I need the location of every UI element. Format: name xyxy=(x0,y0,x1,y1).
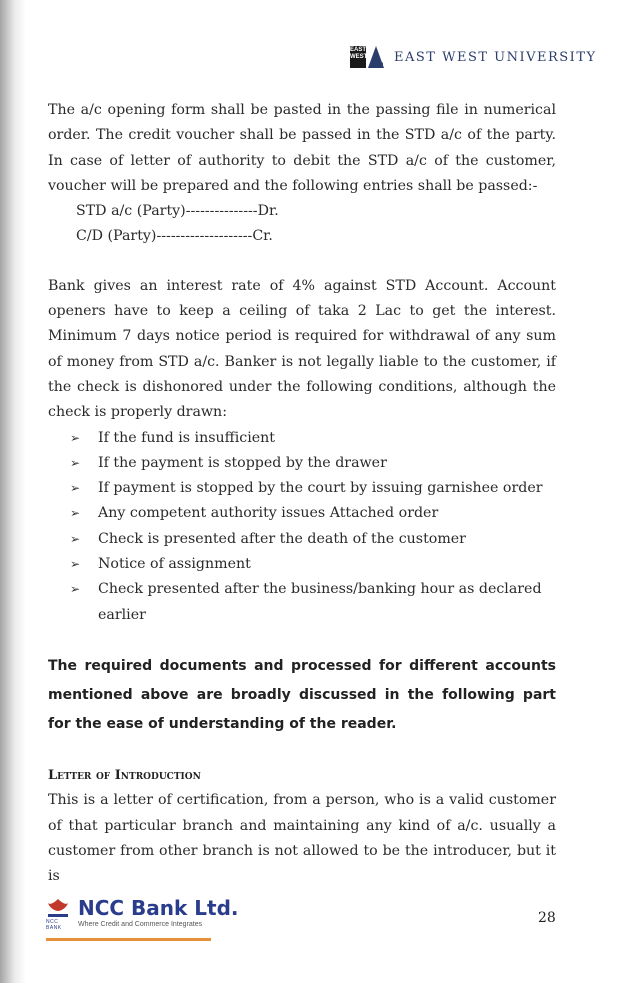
list-item: ➢ Any competent authority issues Attached order xyxy=(70,501,556,526)
bank-name: NCC Bank Ltd. xyxy=(78,896,239,920)
arrow-bullet-icon: ➢ xyxy=(70,455,81,470)
ewu-logo-letters: EAST WEST xyxy=(350,46,366,68)
footer-accent-line xyxy=(46,938,211,941)
page-content xyxy=(48,98,556,889)
list-item: ➢ If payment is stopped by the court by issuing garnishee order xyxy=(70,476,556,501)
ncc-icon-letters: NCC BANK xyxy=(46,919,62,931)
ncc-bank-footer-logo xyxy=(46,897,239,929)
university-name: EAST WEST UNIVERSITY xyxy=(394,49,597,65)
university-header-logo xyxy=(350,44,597,70)
scan-edge-shadow xyxy=(0,0,26,983)
arrow-bullet-icon: ➢ xyxy=(70,557,81,572)
arrow-bullet-icon: ➢ xyxy=(70,506,81,521)
page-number: 28 xyxy=(538,910,556,926)
arrow-bullet-icon: ➢ xyxy=(70,582,81,597)
arrow-bullet-icon: ➢ xyxy=(70,531,81,546)
bank-tagline: Where Credit and Commerce Integrates xyxy=(78,921,203,928)
ewu-arrow-icon xyxy=(350,44,388,70)
arrow-bullet-icon: ➢ xyxy=(70,481,81,496)
journal-entry-debit: STD a/c (Party)---------------Dr. xyxy=(76,203,279,220)
list-item: ➢ Check presented after the business/banking hour as declared earlier xyxy=(70,577,556,628)
list-item: ➢ If the payment is stopped by the drawer xyxy=(70,451,556,476)
list-item: ➢ Check is presented after the death of the customer xyxy=(70,527,556,552)
ewu-logo-icon xyxy=(350,44,388,70)
section-heading: Letter of Introduction xyxy=(48,767,201,783)
dishonor-conditions-list xyxy=(48,426,556,628)
paragraph-interest: Bank gives an interest rate of 4% against STD Account. Account openers have to keep a ceiling of taka 2 Lac to get the interest. Minimum 7 days notice period is required for withdrawal of any sum of money from STD a/c. Banker is not legally liable to the customer, if the check is dishonored under the following conditions, although the check is properly drawn: xyxy=(48,277,556,421)
paragraph-letter-of-introduction: This is a letter of certification, from a person, who is a valid customer of that particular branch and maintaining any kind of a/c. usually a customer from other branch is not allowed to be the introducer, but it is xyxy=(48,792,556,885)
list-item: ➢ If the fund is insufficient xyxy=(70,426,556,451)
arrow-bullet-icon: ➢ xyxy=(70,430,81,445)
list-item: ➢ Notice of assignment xyxy=(70,552,556,577)
journal-entry-credit: C/D (Party)--------------------Cr. xyxy=(76,228,273,245)
bold-summary-paragraph: The required documents and processed for different accounts mentioned above are broadly discussed in the following part for the ease of understanding of the reader. xyxy=(48,657,556,732)
ncc-bank-icon xyxy=(46,897,70,929)
paragraph-account-opening: The a/c opening form shall be pasted in the passing file in numerical order. The credit voucher shall be passed in the STD a/c of the party. In case of letter of authority to debit the STD a/c of the customer, voucher will be prepared and the following entries shall be passed:- xyxy=(48,102,556,194)
